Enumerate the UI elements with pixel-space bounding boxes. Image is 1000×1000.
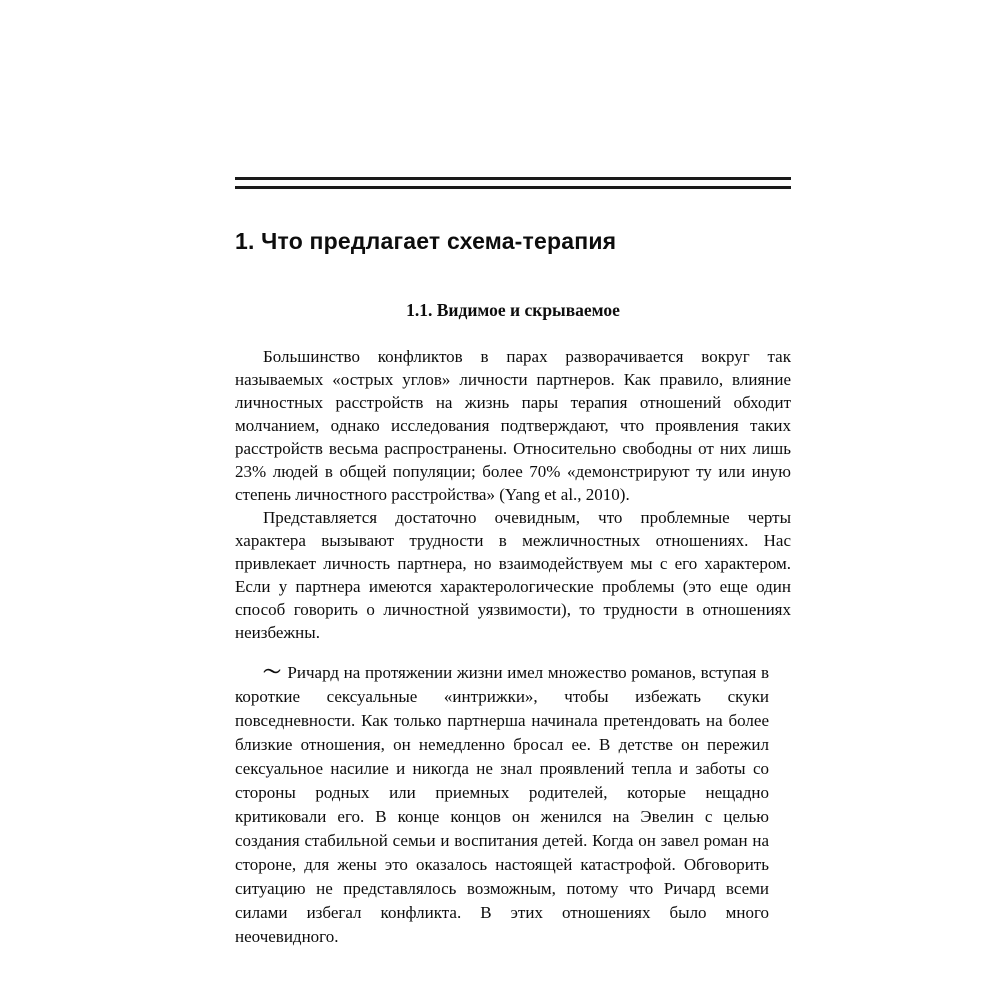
body-text bbox=[235, 345, 791, 644]
content-column bbox=[235, 177, 791, 949]
paragraph: Большинство конфликтов в парах разворачивается вокруг так называемых «острых углов» личности партнеров. Как правило, влияние личностных расстройств на жизнь пары терапия отношений обходит молчанием, однако исследования подтверждают, что проявления таких расстройств весьма распространены. Относительно свободны от них лишь 23% людей в общей популяции; более 70% «демонстрируют ту или иную степень личностного расстройства» (Yang et al., 2010). bbox=[235, 347, 791, 504]
case-example bbox=[235, 660, 791, 949]
case-example-text: Ричард на протяжении жизни имел множество романов, вступая в короткие сексуальные «интрижки», чтобы избежать скуки повседневности. Как только партнерша начинала претендовать на более близкие отношения, он немедленно бросал ее. В детстве он пережил сексуальное насилие и никогда не знал проявлений тепла и заботы со стороны родных или приемных родителей, которые нещадно критиковали его. В конце концов он женился на Эвелин с целью создания стабильной семьи и воспитания детей. Когда он завел роман на стороне, для жены это оказалось настоящей катастрофой. Обговорить ситуацию не представлялось возможным, потому что Ричард всеми силами избегал конфликта. В этих отношениях было много неочевидного. bbox=[235, 663, 770, 946]
chapter-title: 1. Что предлагает схема-терапия bbox=[235, 228, 617, 254]
paragraph: Представляется достаточно очевидным, что проблемные черты характера вызывают трудности в межличностных отношениях. Нас привлекает личность партнера, но взаимодействуем мы с его характером. Если у партнера имеются характерологические проблемы (это еще один способ говорить о личностной уязвимости), то трудности в отношениях неизбежны. bbox=[235, 508, 791, 642]
double-rule bbox=[235, 177, 791, 189]
section-title: 1.1. Видимое и скрываемое bbox=[406, 300, 620, 320]
swash-ornament-icon: 〜 bbox=[263, 662, 282, 682]
